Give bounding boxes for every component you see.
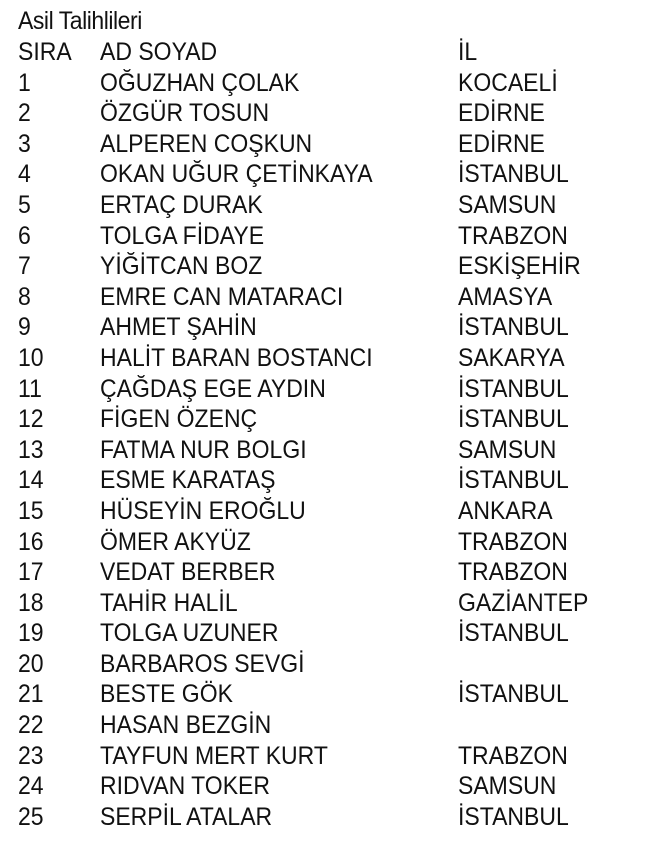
table-row [18,679,658,710]
row-city: TRABZON [458,741,568,770]
row-number: 20 [18,649,44,678]
row-name: SERPİL ATALAR [100,802,273,831]
row-city: TRABZON [458,221,568,250]
table-row [18,404,658,435]
row-number: 13 [18,435,44,464]
table-row [18,649,658,680]
table-row [18,68,658,99]
row-city: TRABZON [458,558,568,587]
table-row [18,221,658,252]
header-no: SIRA [18,38,72,66]
row-name: AHMET ŞAHİN [100,313,257,342]
row-name: TOLGA UZUNER [100,619,279,648]
table-row [18,159,658,190]
row-city: ESKİŞEHİR [458,252,581,281]
row-number: 9 [18,313,31,342]
row-number: 1 [18,68,31,97]
row-number: 21 [18,680,44,709]
row-city: AMASYA [458,282,553,311]
row-number: 7 [18,252,31,281]
row-city: TRABZON [458,527,568,556]
row-number: 16 [18,527,44,556]
row-number: 18 [18,588,44,617]
row-name: ÇAĞDAŞ EGE AYDIN [100,374,326,403]
row-number: 10 [18,343,44,372]
row-number: 12 [18,405,44,434]
table-row [18,771,658,802]
table-body [18,68,658,833]
row-city: EDİRNE [458,129,545,158]
row-city: İSTANBUL [458,802,569,831]
table-row [18,190,658,221]
table-row [18,710,658,741]
table-row [18,435,658,466]
table-row [18,312,658,343]
row-number: 15 [18,496,44,525]
row-name: OĞUZHAN ÇOLAK [100,68,300,97]
row-name: HASAN BEZGİN [100,711,272,740]
row-name: TAHİR HALİL [100,588,238,617]
header-name: AD SOYAD [100,38,218,66]
row-city: EDİRNE [458,99,545,128]
row-city: SAMSUN [458,435,557,464]
row-number: 3 [18,129,31,158]
row-name: TAYFUN MERT KURT [100,741,328,770]
row-name: ESME KARATAŞ [100,466,276,495]
table-row [18,251,658,282]
table-row [18,618,658,649]
row-name: YİĞİTCAN BOZ [100,252,263,281]
table-row [18,465,658,496]
row-number: 5 [18,190,31,219]
row-number: 22 [18,711,44,740]
row-city: İSTANBUL [458,405,569,434]
row-number: 24 [18,772,44,801]
row-name: EMRE CAN MATARACI [100,282,344,311]
row-name: FATMA NUR BOLGI [100,435,307,464]
header-city: İL [458,38,478,66]
row-number: 14 [18,466,44,495]
row-number: 25 [18,802,44,831]
row-name: ÖMER AKYÜZ [100,527,251,556]
table-row [18,527,658,558]
row-city: İSTANBUL [458,680,569,709]
row-name: OKAN UĞUR ÇETİNKAYA [100,160,373,189]
table-row [18,98,658,129]
row-name: ALPEREN COŞKUN [100,129,313,158]
table-row [18,343,658,374]
row-city: İSTANBUL [458,466,569,495]
row-number: 8 [18,282,31,311]
page-title: Asil Talihlileri [18,7,142,35]
row-number: 23 [18,741,44,770]
row-name: HÜSEYİN EROĞLU [100,496,306,525]
row-number: 17 [18,558,44,587]
row-city: İSTANBUL [458,619,569,648]
row-city: SAKARYA [458,343,565,372]
row-name: BESTE GÖK [100,680,233,709]
table-row [18,129,658,160]
row-name: BARBAROS SEVGİ [100,649,305,678]
table-row [18,282,658,313]
row-name: HALİT BARAN BOSTANCI [100,343,373,372]
row-city: İSTANBUL [458,374,569,403]
row-city: KOCAELİ [458,68,558,97]
row-city: GAZİANTEP [458,588,589,617]
row-number: 19 [18,619,44,648]
table-row [18,588,658,619]
row-name: ÖZGÜR TOSUN [100,99,270,128]
table-row [18,741,658,772]
row-city: İSTANBUL [458,313,569,342]
row-city: İSTANBUL [458,160,569,189]
row-number: 6 [18,221,31,250]
row-number: 2 [18,99,31,128]
row-name: FİGEN ÖZENÇ [100,405,258,434]
row-number: 4 [18,160,31,189]
row-name: RIDVAN TOKER [100,772,270,801]
row-number: 11 [18,374,42,403]
table-row [18,496,658,527]
winners-table [18,37,658,832]
row-city: SAMSUN [458,190,557,219]
row-city: ANKARA [458,496,553,525]
table-row [18,374,658,405]
row-name: VEDAT BERBER [100,558,276,587]
row-name: ERTAÇ DURAK [100,190,263,219]
table-header-row [18,37,658,68]
table-row [18,557,658,588]
row-name: TOLGA FİDAYE [100,221,265,250]
table-row [18,802,658,833]
row-city: SAMSUN [458,772,557,801]
